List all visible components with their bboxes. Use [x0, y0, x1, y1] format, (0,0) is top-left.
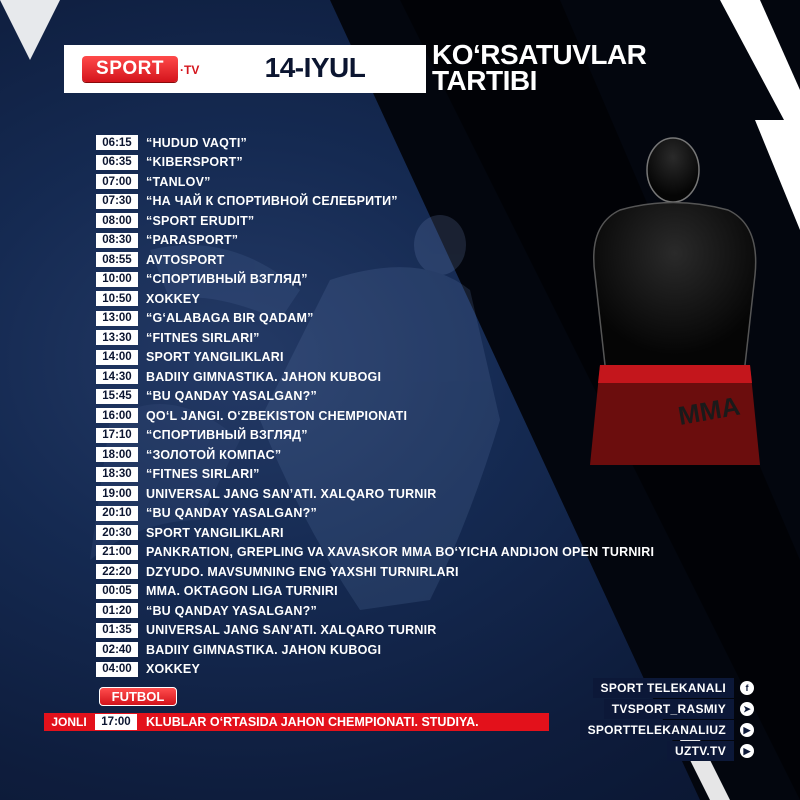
schedule-time: 00:05: [96, 584, 138, 599]
schedule-row: [96, 466, 260, 483]
schedule-row: [96, 134, 247, 151]
schedule-time: 16:00: [96, 408, 138, 423]
schedule-row: [96, 524, 284, 541]
schedule-time: 15:45: [96, 389, 138, 404]
schedule-time: 14:00: [96, 350, 138, 365]
schedule-program: “BU QANDAY YASALGAN?”: [146, 603, 317, 618]
social-label[interactable]: TVSPORT_RASMIY: [604, 699, 734, 719]
schedule-row: [96, 329, 260, 346]
schedule-time: 01:20: [96, 603, 138, 618]
schedule-time: 07:30: [96, 194, 138, 209]
youtube-icon[interactable]: ▶: [740, 723, 754, 737]
schedule-program: SPORT YANGILIKLARI: [146, 350, 284, 364]
schedule-program: PANKRATION, GREPLING VA XAVASKOR MMA BO‘YICHA ANDIJON OPEN TURNIRI: [146, 545, 655, 559]
schedule-program: “HUDUD VAQTI”: [146, 135, 247, 150]
schedule-row: [96, 232, 238, 249]
schedule-program: “KIBERSPORT”: [146, 155, 243, 169]
schedule-time: 22:20: [96, 564, 138, 579]
schedule-program: XOKKEY: [146, 291, 200, 306]
schedule-time: 18:00: [96, 447, 138, 462]
schedule-program: “BU QANDAY YASALGAN?”: [146, 389, 317, 403]
social-row[interactable]: [580, 720, 754, 740]
social-row[interactable]: [593, 678, 754, 698]
schedule-row: [96, 251, 224, 268]
schedule-row: [96, 446, 281, 463]
schedule-row: [96, 290, 200, 307]
futbol-badge: FUTBOL: [99, 687, 177, 706]
schedule-time: 20:30: [96, 525, 138, 540]
schedule-time: 08:00: [96, 213, 138, 228]
schedule-time: 17:10: [96, 428, 138, 443]
schedule-row: [96, 193, 398, 210]
schedule-time: 02:40: [96, 642, 138, 657]
schedule-program: UNIVERSAL JANG SAN’ATI. XALQARO TURNIR: [146, 623, 437, 637]
live-label: JONLI: [51, 715, 87, 729]
schedule-program: “FITNES SIRLARI”: [146, 330, 260, 345]
schedule-row: [96, 583, 338, 600]
schedule-program: DZYUDO. MAVSUMNING ENG YAXSHI TURNIRLARI: [146, 564, 459, 579]
schedule-row: [96, 212, 254, 229]
schedule-time: 19:00: [96, 486, 138, 501]
schedule-program: QO‘L JANGI. O‘ZBEKISTON CHEMPIONATI: [146, 408, 408, 423]
schedule-row: [96, 310, 314, 327]
schedule-time: 18:30: [96, 467, 138, 482]
schedule-time: 04:00: [96, 662, 138, 677]
schedule-time: 06:15: [96, 135, 138, 150]
schedule-program: “FITNES SIRLARI”: [146, 467, 260, 481]
schedule-row: [96, 427, 308, 444]
schedule-program: AVTOSPORT: [146, 252, 225, 267]
live-program: KLUBLAR O‘RTASIDA JAHON CHEMPIONATI. STUDIYA.: [146, 715, 479, 729]
schedule-row: [96, 563, 459, 580]
schedule-program: BADIIY GIMNASTIKA. JAHON KUBOGI: [146, 642, 382, 657]
schedule-program: “ЗОЛОТОЙ КОМПАС”: [146, 447, 282, 462]
schedule-program: SPORT YANGILIKLARI: [146, 525, 284, 540]
schedule-time: 13:00: [96, 311, 138, 326]
schedule-program: “BU QANDAY YASALGAN?”: [146, 506, 317, 520]
schedule-program: UNIVERSAL JANG SAN’ATI. XALQARO TURNIR: [146, 486, 437, 501]
logo-suffix: ·TV: [180, 63, 200, 77]
schedule-row: [96, 154, 243, 171]
schedule-row: [96, 544, 654, 561]
social-row[interactable]: [604, 699, 754, 719]
schedule-row: [96, 622, 437, 639]
schedule-row: [96, 368, 381, 385]
sport-tv-logo: [82, 56, 178, 82]
schedule-time: 10:00: [96, 272, 138, 287]
fighter-silhouette-right: [560, 135, 790, 515]
play-icon[interactable]: ▶: [740, 744, 754, 758]
schedule-row: [96, 641, 381, 658]
social-label[interactable]: SPORTTELEKANALIUZ: [580, 720, 734, 740]
schedule-time: 14:30: [96, 369, 138, 384]
social-row[interactable]: [667, 741, 754, 761]
title-line-1: KO‘RSATUVLAR: [432, 39, 647, 70]
schedule-time: 21:00: [96, 545, 138, 560]
schedule-time: 01:35: [96, 623, 138, 638]
telegram-instagram-icon[interactable]: ➤: [740, 702, 754, 716]
schedule-time: 08:30: [96, 233, 138, 248]
schedule-row: [96, 173, 211, 190]
schedule-time: 20:10: [96, 506, 138, 521]
schedule-program: “SPORT ERUDIT”: [146, 213, 255, 228]
schedule-row: [96, 407, 407, 424]
schedule-row: [96, 661, 200, 678]
schedule-program: “TANLOV”: [146, 174, 211, 189]
schedule-program: “СПОРТИВНЫЙ ВЗГЛЯД”: [146, 428, 308, 442]
schedule-program: “НА ЧАЙ К СПОРТИВНОЙ СЕЛЕБРИТИ”: [146, 194, 398, 208]
page-title: [432, 39, 647, 96]
social-label[interactable]: UZTV.TV: [667, 741, 734, 761]
facebook-icon[interactable]: f: [740, 681, 754, 695]
schedule-time: 10:50: [96, 291, 138, 306]
live-time: 17:00: [95, 714, 137, 730]
schedule-row: [96, 349, 284, 366]
title-line-2: TARTIBI: [432, 65, 537, 96]
schedule-program: “СПОРТИВНЫЙ ВЗГЛЯД”: [146, 272, 308, 286]
schedule-row: [96, 485, 437, 502]
schedule-time: 06:35: [96, 155, 138, 170]
schedule-date: 14-IYUL: [264, 52, 366, 83]
schedule-program: MMA. OKTAGON LIGA TURNIRI: [146, 584, 338, 598]
schedule-program: “G‘ALABAGA BIR QADAM”: [146, 311, 314, 325]
schedule-time: 13:30: [96, 330, 138, 345]
schedule-row: [96, 388, 317, 405]
schedule-row: [96, 602, 317, 619]
schedule-program: XOKKEY: [146, 662, 200, 676]
schedule-time: 07:00: [96, 174, 138, 189]
logo-text: SPORT: [96, 58, 164, 79]
schedule-row: [96, 271, 308, 288]
social-label[interactable]: SPORT TELEKANALI: [593, 678, 734, 698]
schedule-row: [96, 505, 317, 522]
svg-text:MMA: MMA: [675, 390, 743, 431]
schedule-program: “PARASPORT”: [146, 233, 239, 247]
schedule-program: BADIIY GIMNASTIKA. JAHON KUBOGI: [146, 369, 382, 384]
schedule-time: 08:55: [96, 252, 138, 267]
